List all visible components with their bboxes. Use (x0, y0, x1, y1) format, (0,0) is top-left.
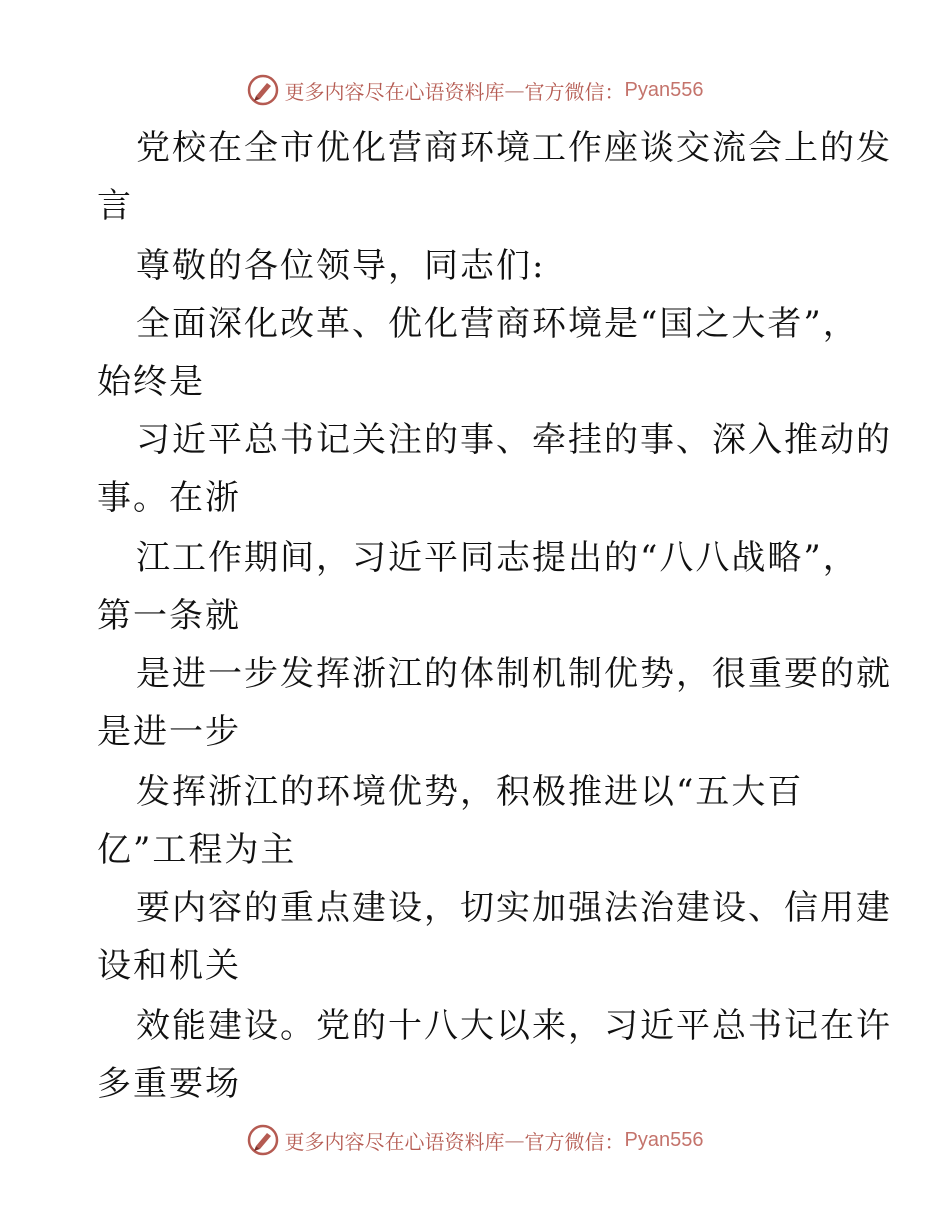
text-line: 亿”工程为主 (97, 830, 297, 870)
pen-logo-icon (247, 1124, 279, 1156)
footer-watermark (0, 1120, 950, 1160)
watermark-text: 更多内容尽在心语资料库 (284, 79, 505, 104)
doc-title-line-2: 言 (97, 186, 133, 226)
doc-title-line-1: 党校在全市优化营商环境工作座谈交流会上的发 (136, 128, 892, 168)
text-line: 全面深化改革、优化营商环境是“国之大者”， (136, 304, 859, 344)
text-line: 事。在浙 (97, 478, 241, 518)
text-line: 习近平总书记关注的事、牵挂的事、深入推动的 (136, 420, 892, 460)
text-line: 始终是 (97, 362, 205, 402)
watermark-wechat-id: Pyan556 (624, 1128, 704, 1151)
text-line: 是进一步 (97, 712, 241, 752)
text-line: 效能建设。党的十八大以来，习近平总书记在许 (136, 1006, 892, 1046)
text-line: 江工作期间，习近平同志提出的“八八战略”， (136, 538, 859, 578)
text-line: 要内容的重点建设，切实加强法治建设、信用建 (136, 888, 892, 928)
text-line: 多重要场 (97, 1064, 241, 1104)
watermark-text: 更多内容尽在心语资料库 (284, 1129, 505, 1154)
text-line: 是进一步发挥浙江的体制机制优势，很重要的就 (136, 654, 892, 694)
text-line: 第一条就 (97, 596, 241, 636)
watermark-wechat-label: 官方微信： (524, 79, 625, 104)
watermark-wechat-label: 官方微信： (524, 1129, 625, 1154)
watermark-separator: — (504, 1128, 525, 1152)
watermark-wechat-id: Pyan556 (624, 78, 704, 101)
text-line: 发挥浙江的环境优势，积极推进以“五大百 (136, 772, 804, 812)
text-line: 设和机关 (97, 946, 241, 986)
watermark-separator: — (504, 78, 525, 102)
salutation: 尊敬的各位领导，同志们: (136, 246, 546, 286)
